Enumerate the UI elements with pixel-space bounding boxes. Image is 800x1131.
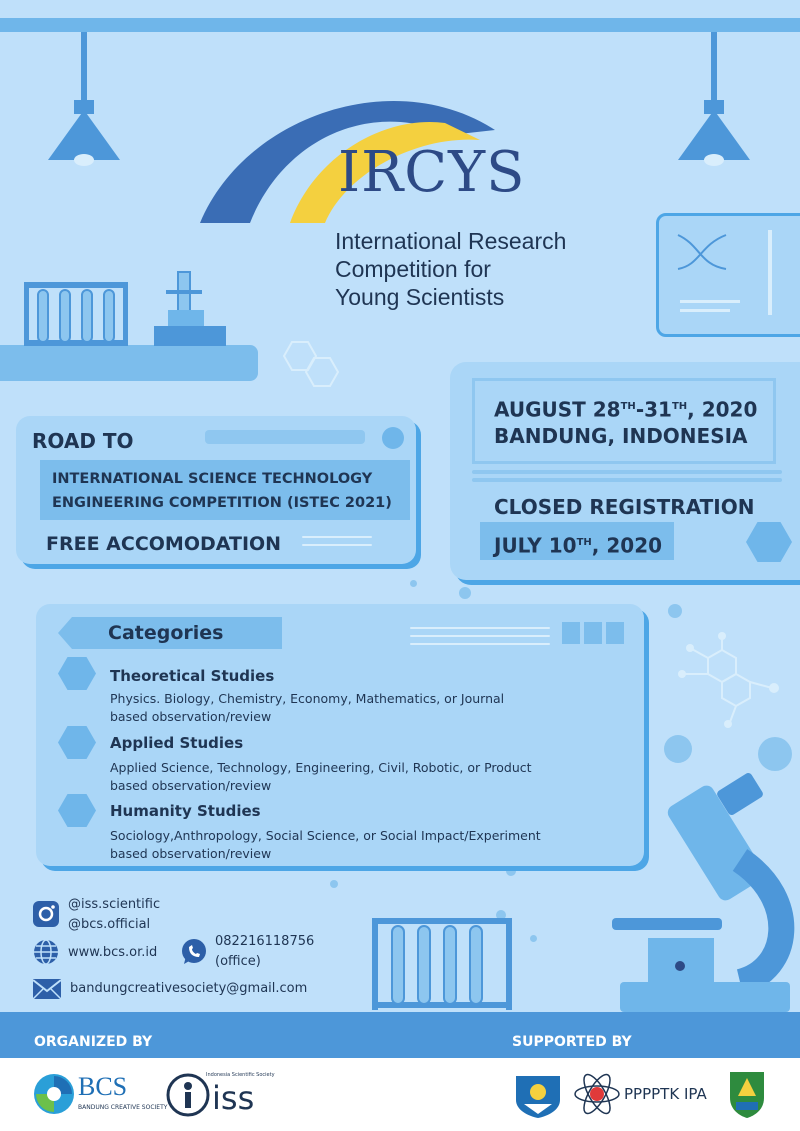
- category-name: Applied Studies: [110, 734, 244, 752]
- category-name: Theoretical Studies: [110, 667, 275, 685]
- email-icon: [32, 978, 62, 1000]
- divider-line: [472, 470, 782, 474]
- website-link[interactable]: www.bcs.or.id: [68, 945, 158, 960]
- closed-registration-label: CLOSED REGISTRATION: [494, 495, 755, 519]
- iss-logo-icon: [165, 1072, 211, 1118]
- bcs-logo-icon: [32, 1072, 76, 1116]
- instagram-icon: [32, 900, 60, 928]
- scale-icon: [152, 270, 232, 348]
- bubble: [459, 587, 471, 599]
- logo-line1: International Research: [335, 228, 567, 254]
- phone-info: [215, 932, 314, 972]
- tut-wuri-logo-icon: [512, 1072, 564, 1118]
- test-tube-rack-icon: [24, 282, 134, 348]
- event-location: BANDUNG, INDONESIA: [494, 424, 748, 448]
- free-accomodation: FREE ACCOMODATION: [46, 533, 282, 555]
- closed-date: JULY 10TH, 2020: [494, 533, 663, 558]
- globe-icon: [32, 938, 60, 966]
- microscope-icon: [590, 770, 800, 1012]
- organized-by-label: ORGANIZED BY: [34, 1034, 153, 1050]
- bubble: [506, 866, 516, 876]
- divider-line: [410, 627, 550, 629]
- logo-line3: Young Scientists: [335, 284, 505, 310]
- deco-dot: [382, 427, 404, 449]
- divider-line: [410, 635, 550, 637]
- divider-line: [302, 544, 372, 546]
- divider-line: [472, 478, 782, 482]
- deco-square: [584, 622, 602, 644]
- bubble: [758, 737, 792, 771]
- instagram-handles: [68, 895, 160, 935]
- molecule-icon: [668, 630, 788, 740]
- istec-text: INTERNATIONAL SCIENCE TECHNOLOGY ENGINEERING COMPETITION (ISTEC 2021): [52, 471, 392, 511]
- top-bar: [0, 18, 800, 32]
- instagram-handle[interactable]: @iss.scientific: [68, 897, 161, 912]
- supported-by-label: SUPPORTED BY: [512, 1034, 632, 1050]
- instagram-handle[interactable]: @bcs.official: [68, 917, 151, 932]
- category-desc: Applied Science, Technology, Engineering, Civil, Robotic, or Product based observation/review: [110, 760, 532, 793]
- dna-icon: [670, 225, 790, 320]
- bubble: [668, 604, 682, 618]
- bubble: [330, 880, 338, 888]
- category-desc: Sociology,Anthropology, Social Science, or Social Impact/Experiment based observation/review: [110, 828, 541, 861]
- logo-line2: Competition for: [335, 256, 491, 282]
- phone-note: (office): [215, 954, 261, 969]
- lab-shelf: [0, 345, 258, 381]
- categories-title: Categories: [108, 622, 224, 644]
- logo-acronym: IRCYS: [338, 140, 526, 205]
- bubble: [530, 935, 537, 942]
- logo-fullname: [335, 227, 566, 311]
- test-tube-rack-icon: [372, 918, 512, 1014]
- road-title: ROAD TO: [32, 429, 134, 453]
- atom-logo-icon: [572, 1068, 622, 1120]
- hexagon-outline-icon: [280, 340, 346, 390]
- deco-square: [606, 622, 624, 644]
- iss-logo-subtext: Indonesia Scientific Society: [206, 1072, 275, 1078]
- ppptk-logo-text: PPPPTK IPA: [624, 1085, 707, 1103]
- phone-number[interactable]: 082216118756: [215, 934, 315, 949]
- category-desc: Physics. Biology, Chemistry, Economy, Mathematics, or Journal based observation/review: [110, 691, 505, 724]
- bubble: [410, 580, 417, 587]
- deco-square: [562, 622, 580, 644]
- category-name: Humanity Studies: [110, 802, 261, 820]
- jabar-logo-icon: [724, 1068, 770, 1120]
- lamp-left-icon: [30, 32, 140, 172]
- deco-bar: [205, 430, 365, 444]
- bcs-logo-text: BCS: [78, 1072, 128, 1101]
- event-date: AUGUST 28TH-31TH, 2020: [494, 397, 758, 422]
- email-address[interactable]: bandungcreativesociety@gmail.com: [70, 981, 308, 996]
- iss-logo-text: iss: [212, 1079, 255, 1117]
- whatsapp-icon: [180, 938, 208, 966]
- lamp-right-icon: [660, 32, 770, 172]
- bcs-logo-subtext: BANDUNG CREATIVE SOCIETY: [78, 1104, 168, 1111]
- divider-line: [410, 643, 550, 645]
- divider-line: [302, 536, 372, 538]
